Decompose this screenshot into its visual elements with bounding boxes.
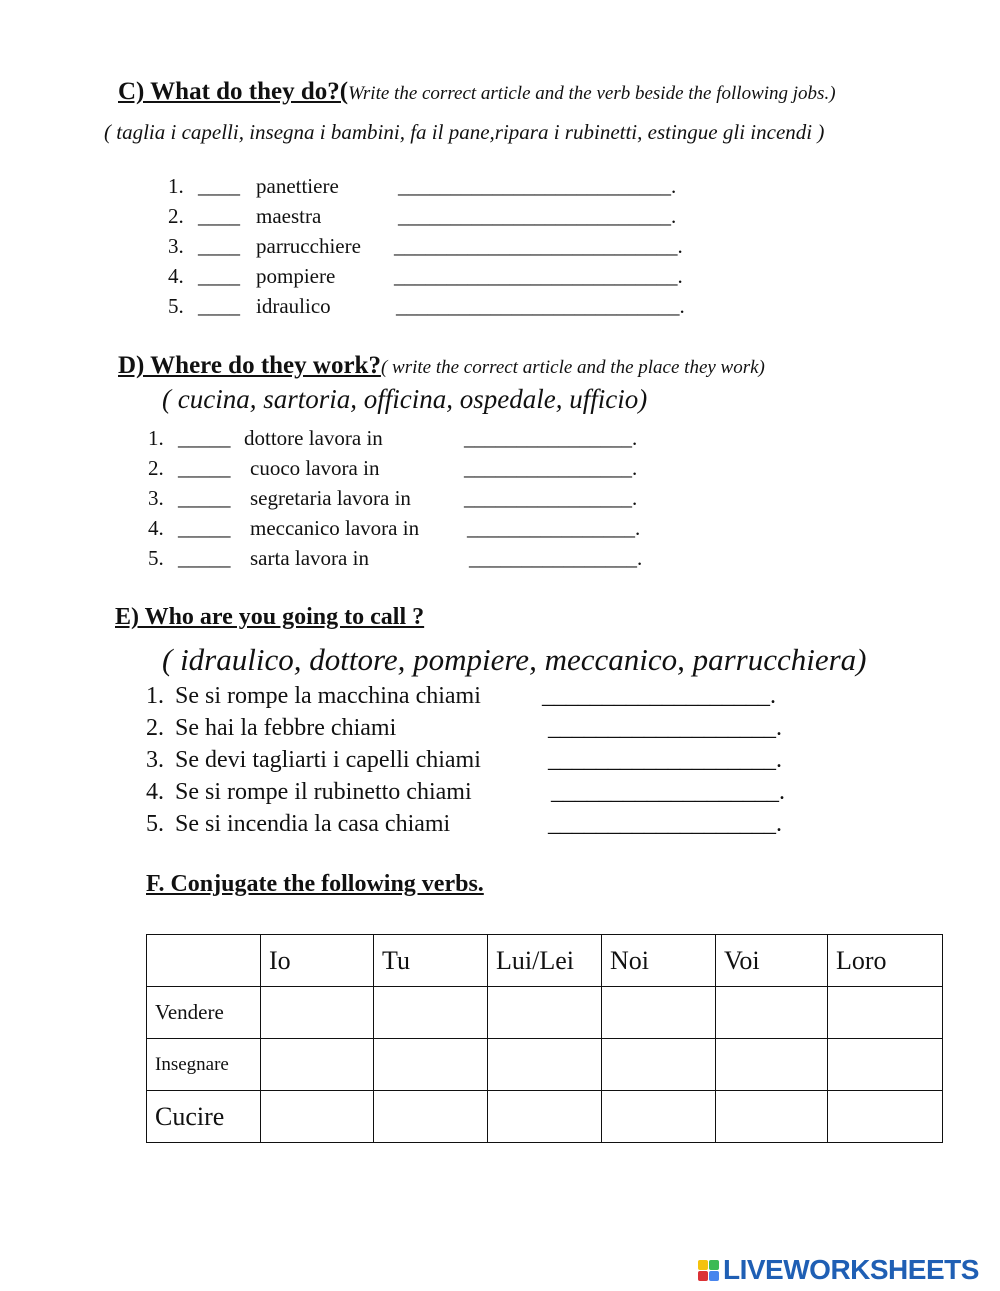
answer-cell[interactable] (602, 987, 716, 1039)
answer-cell[interactable] (488, 1039, 602, 1091)
item-number: 4. (148, 516, 164, 540)
article-blank[interactable]: _____ (178, 426, 231, 450)
answer-line[interactable]: ________________. (464, 456, 638, 480)
answer-cell[interactable] (261, 987, 374, 1039)
section-d-heading (118, 352, 765, 380)
item-text: Se si rompe il rubinetto chiami (175, 779, 472, 805)
answer-cell[interactable] (828, 1091, 943, 1143)
article-blank[interactable]: ____ (198, 264, 240, 288)
answer-line[interactable]: ___________________. (548, 811, 782, 837)
item-number: 2. (168, 204, 184, 228)
job-word: parrucchiere (256, 234, 361, 258)
logo-blocks-icon (698, 1260, 719, 1281)
section-c-instruction: Write the correct article and the verb beside the following jobs.) (348, 83, 836, 104)
section-d-title: D) Where do they work? (118, 352, 381, 379)
answer-cell[interactable] (716, 1091, 828, 1143)
article-blank[interactable]: _____ (178, 456, 231, 480)
answer-cell[interactable] (602, 1039, 716, 1091)
answer-line[interactable]: ________________. (464, 426, 638, 450)
item-text: cuoco lavora in (250, 456, 380, 480)
header-cell: Loro (828, 935, 943, 987)
item-text: Se devi tagliarti i capelli chiami (175, 747, 481, 773)
answer-cell[interactable] (488, 1091, 602, 1143)
section-d-word-bank: ( cucina, sartoria, officina, ospedale, ufficio) (162, 384, 648, 414)
article-blank[interactable]: _____ (178, 486, 231, 510)
item-number: 5. (148, 546, 164, 570)
section-e-title: E) Who are you going to call ? (115, 604, 425, 630)
table-header-row (147, 935, 943, 987)
item-number: 3. (168, 234, 184, 258)
header-cell: Io (261, 935, 374, 987)
item-text: sarta lavora in (250, 546, 369, 570)
article-blank[interactable]: _____ (178, 516, 231, 540)
verb-cell: Vendere (147, 987, 261, 1039)
item-text: segretaria lavora in (250, 486, 411, 510)
item-text: Se si rompe la macchina chiami (175, 683, 481, 709)
section-c-title: C) What do they do?( (118, 78, 349, 105)
table-row (147, 987, 943, 1039)
table-row (147, 1039, 943, 1091)
article-blank[interactable]: _____ (178, 546, 231, 570)
verb-cell: Insegnare (147, 1039, 261, 1091)
answer-line[interactable]: ___________________. (548, 715, 782, 741)
answer-cell[interactable] (602, 1091, 716, 1143)
answer-cell[interactable] (716, 1039, 828, 1091)
header-cell: Lui/Lei (488, 935, 602, 987)
answer-cell[interactable] (828, 1039, 943, 1091)
answer-line[interactable]: ________________. (467, 516, 641, 540)
answer-line[interactable]: __________________________. (398, 204, 677, 228)
answer-cell[interactable] (828, 987, 943, 1039)
answer-line[interactable]: ___________________. (542, 683, 776, 709)
item-text: Se si incendia la casa chiami (175, 811, 451, 837)
answer-cell[interactable] (374, 987, 488, 1039)
answer-line[interactable]: ___________________. (551, 779, 785, 805)
job-word: maestra (256, 204, 322, 228)
item-number: 3. (146, 747, 164, 773)
item-number: 3. (148, 486, 164, 510)
item-number: 1. (146, 683, 164, 709)
answer-cell[interactable] (261, 1091, 374, 1143)
logo-text: LIVEWORKSHEETS (723, 1254, 979, 1285)
header-cell-empty (147, 935, 261, 987)
item-number: 2. (146, 715, 164, 741)
job-word: idraulico (256, 294, 331, 318)
item-text: Se hai la febbre chiami (175, 715, 397, 741)
item-number: 1. (148, 426, 164, 450)
item-number: 4. (146, 779, 164, 805)
job-word: pompiere (256, 264, 336, 288)
header-cell: Tu (374, 935, 488, 987)
conjugation-table (146, 934, 943, 1143)
item-number: 2. (148, 456, 164, 480)
item-number: 1. (168, 174, 184, 198)
section-e-word-bank: ( idraulico, dottore, pompiere, meccanico, parrucchiera) (162, 642, 867, 677)
section-c-word-bank: ( taglia i capelli, insegna i bambini, fa il pane,ripara i rubinetti, estingue gli incendi ) (104, 120, 825, 144)
section-d-instruction: ( write the correct article and the place they work) (380, 357, 765, 378)
article-blank[interactable]: ____ (198, 294, 240, 318)
article-blank[interactable]: ____ (198, 234, 240, 258)
answer-cell[interactable] (374, 1039, 488, 1091)
answer-line[interactable]: __________________________. (398, 174, 677, 198)
article-blank[interactable]: ____ (198, 204, 240, 228)
item-number: 4. (168, 264, 184, 288)
answer-cell[interactable] (716, 987, 828, 1039)
header-cell: Noi (602, 935, 716, 987)
article-blank[interactable]: ____ (198, 174, 240, 198)
item-number: 5. (146, 811, 164, 837)
liveworksheets-logo[interactable] (698, 1255, 979, 1285)
answer-line[interactable]: ________________. (464, 486, 638, 510)
answer-line[interactable]: ________________. (469, 546, 643, 570)
header-cell: Voi (716, 935, 828, 987)
item-text: dottore lavora in (244, 426, 383, 450)
section-f-title: F. Conjugate the following verbs. (146, 871, 484, 897)
table-row (147, 1091, 943, 1143)
section-c-heading (118, 78, 836, 106)
answer-line[interactable]: ___________________. (548, 747, 782, 773)
answer-cell[interactable] (261, 1039, 374, 1091)
answer-cell[interactable] (374, 1091, 488, 1143)
answer-cell[interactable] (488, 987, 602, 1039)
job-word: panettiere (256, 174, 339, 198)
item-text: meccanico lavora in (250, 516, 420, 540)
answer-line[interactable]: ___________________________. (394, 264, 683, 288)
answer-line[interactable]: ___________________________. (394, 234, 683, 258)
answer-line[interactable]: ___________________________. (396, 294, 685, 318)
item-number: 5. (168, 294, 184, 318)
verb-cell: Cucire (147, 1091, 261, 1143)
